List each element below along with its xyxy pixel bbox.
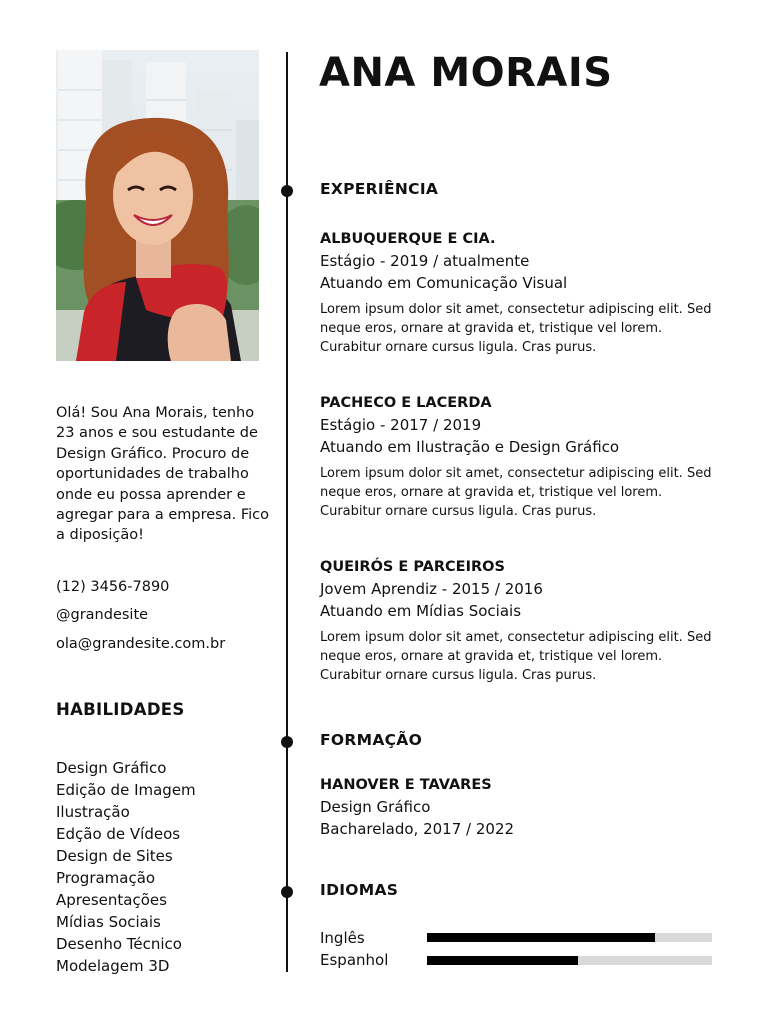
skill-item: Edção de Vídeos bbox=[56, 825, 181, 843]
company-name: ALBUQUERQUE E CIA. bbox=[320, 231, 496, 247]
job-detail: Atuando em Ilustração e Design Gráfico bbox=[320, 438, 620, 456]
skill-item: Apresentações bbox=[56, 891, 167, 909]
skill-item: Ilustração bbox=[56, 803, 130, 821]
course-name: Design Gráfico bbox=[320, 798, 431, 816]
contact-phone: (12) 3456-7890 bbox=[56, 579, 170, 595]
skill-item: Modelagem 3D bbox=[56, 957, 170, 975]
job-description: Lorem ipsum dolor sit amet, consectetur adipiscing elit. Sed neque eros, ornare at gravida et, tristique vel lorem. Curabitur ornare cursus ligula. Cras purus. bbox=[320, 466, 712, 519]
skill-item: Design Gráfico bbox=[56, 759, 167, 777]
skills-list bbox=[56, 757, 196, 977]
skills-title: HABILIDADES bbox=[56, 700, 185, 719]
education-title: FORMAÇÃO bbox=[320, 731, 423, 749]
job-description: Lorem ipsum dolor sit amet, consectetur adipiscing elit. Sed neque eros, ornare at gravida et, tristique vel lorem. Curabitur ornare cursus ligula. Cras purus. bbox=[320, 630, 712, 683]
languages-title: IDIOMAS bbox=[320, 881, 399, 899]
timeline-dot-education bbox=[281, 736, 293, 748]
bio-text: Olá! Sou Ana Morais, tenho 23 anos e sou estudante de Design Gráfico. Procuro de oportunidades de trabalho onde eu possa aprender e agregar para a empresa. Fico a diposição! bbox=[56, 405, 269, 544]
company-name: PACHECO E LACERDA bbox=[320, 395, 492, 411]
profile-photo bbox=[56, 50, 259, 361]
skill-item: Desenho Técnico bbox=[56, 935, 182, 953]
contact-email: ola@grandesite.com.br bbox=[56, 636, 226, 652]
skill-item: Edição de Imagem bbox=[56, 781, 196, 799]
job-role: Estágio - 2019 / atualmente bbox=[320, 252, 530, 270]
job-detail: Atuando em Mídias Sociais bbox=[320, 602, 522, 620]
experience-item bbox=[320, 395, 720, 521]
job-role: Jovem Aprendiz - 2015 / 2016 bbox=[320, 580, 543, 598]
contact-social: @grandesite bbox=[56, 607, 149, 623]
experience-item bbox=[320, 231, 720, 357]
language-level-bar bbox=[427, 956, 712, 965]
degree-info: Bacharelado, 2017 / 2022 bbox=[320, 820, 515, 838]
job-description: Lorem ipsum dolor sit amet, consectetur adipiscing elit. Sed neque eros, ornare at gravida et, tristique vel lorem. Curabitur ornare cursus ligula. Cras purus. bbox=[320, 302, 712, 355]
language-name: Inglês bbox=[320, 929, 365, 947]
job-role: Estágio - 2017 / 2019 bbox=[320, 416, 482, 434]
language-level-bar bbox=[427, 933, 712, 942]
timeline-dot-experience bbox=[281, 185, 293, 197]
company-name: QUEIRÓS E PARCEIROS bbox=[320, 559, 505, 575]
skill-item: Design de Sites bbox=[56, 847, 173, 865]
timeline-dot-languages bbox=[281, 886, 293, 898]
job-detail: Atuando em Comunicação Visual bbox=[320, 274, 568, 292]
skill-item: Programação bbox=[56, 869, 156, 887]
experience-item bbox=[320, 559, 720, 685]
page-title: ANA MORAIS bbox=[319, 50, 613, 96]
language-name: Espanhol bbox=[320, 951, 389, 969]
language-level-fill bbox=[427, 956, 578, 965]
education-item bbox=[320, 777, 720, 840]
skill-item: Mídias Sociais bbox=[56, 913, 161, 931]
institution-name: HANOVER E TAVARES bbox=[320, 777, 492, 793]
experience-title: EXPERIÊNCIA bbox=[320, 180, 439, 198]
language-level-fill bbox=[427, 933, 655, 942]
